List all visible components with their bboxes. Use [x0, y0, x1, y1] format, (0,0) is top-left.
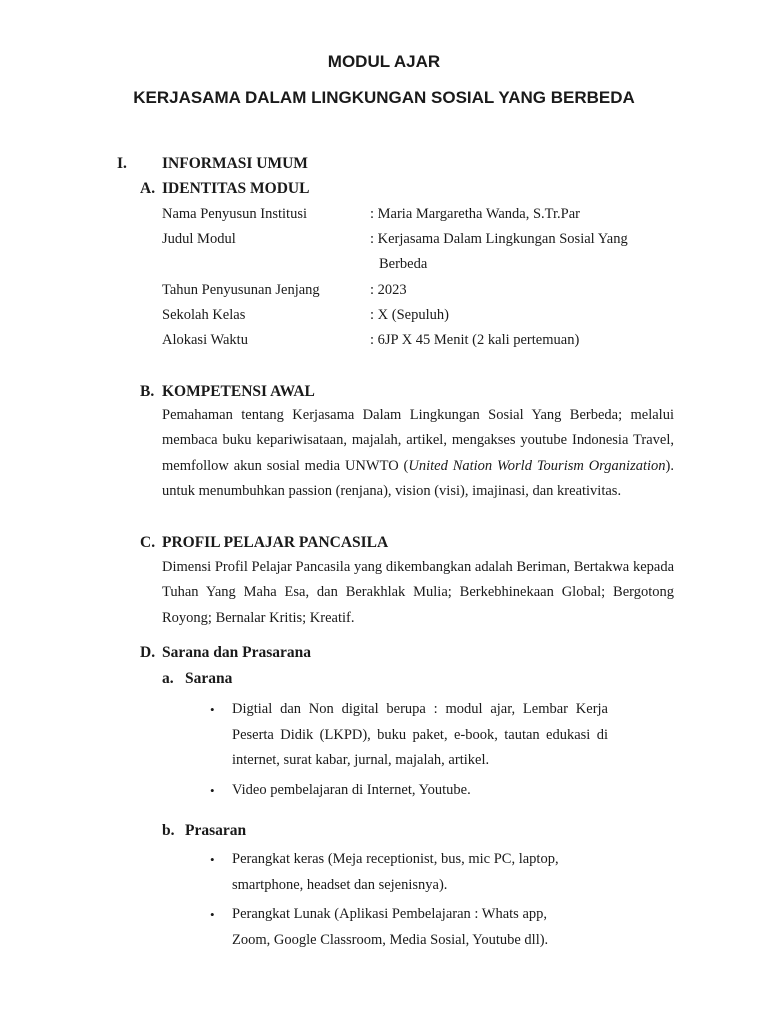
list-item: • Video pembelajaran di Internet, Youtube. — [232, 778, 608, 804]
identity-value: : 2023 — [370, 282, 407, 298]
bullet-icon: • — [210, 782, 215, 798]
subsection-heading-sarana-prasarana: Sarana dan Prasarana — [162, 644, 311, 661]
subsection-letter-a: A. — [140, 180, 156, 197]
sarana-list — [210, 697, 608, 803]
prasarana-list — [210, 847, 584, 953]
bullet-icon: • — [210, 907, 215, 922]
identity-label: Alokasi Waktu — [162, 332, 248, 348]
subsection-letter-b: B. — [140, 383, 155, 400]
subsection-heading-identitas-modul: IDENTITAS MODUL — [162, 180, 310, 197]
identity-label: Judul Modul — [162, 231, 236, 247]
subsection-heading-profil-pelajar: PROFIL PELAJAR PANCASILA — [162, 534, 389, 551]
document-subtitle: KERJASAMA DALAM LINGKUNGAN SOSIAL YANG BERBEDA — [133, 88, 635, 107]
section-number: I. — [117, 155, 127, 172]
kompetensi-awal-paragraph: Pemahaman tentang Kerjasama Dalam Lingkungan Sosial Yang Berbeda; melalui membaca buku kepariwisataan, majalah, artikel, mengakses youtube Indonesia Travel, memfollow akun sosial media UNWTO (United Nation World Tourism Organization). untuk menumbuhkan passion (renjana), vision (visi), imajinasi, dan kreativitas. — [162, 407, 674, 499]
identity-label: Nama Penyusun Institusi — [162, 206, 307, 222]
sublist-letter-b: b. — [162, 822, 175, 839]
sublist-letter-a: a. — [162, 670, 174, 687]
identity-value: : Kerjasama Dalam Lingkungan Sosial Yang — [370, 231, 628, 247]
subsection-letter-c: C. — [140, 534, 156, 551]
subsection-letter-d: D. — [140, 644, 156, 661]
identity-label: Sekolah Kelas — [162, 307, 246, 323]
sublist-heading-prasarana: Prasaran — [185, 822, 247, 839]
section-heading-informasi-umum: INFORMASI UMUM — [162, 155, 308, 172]
bullet-icon: • — [210, 702, 215, 717]
list-item: • Perangkat keras (Meja receptionist, bus, mic PC, laptop, smartphone, headset dan sejenisnya). — [232, 847, 584, 898]
profil-pelajar-paragraph: Dimensi Profil Pelajar Pancasila yang dikembangkan adalah Beriman, Bertakwa kepada Tuhan Yang Maha Esa, dan Berakhlak Mulia; Berkebhinekaan Global; Bergotong Royong; Bernalar Kritis; Kreatif. — [162, 559, 674, 626]
identity-value: : X (Sepuluh) — [370, 307, 449, 323]
identity-value: : Maria Margaretha Wanda, S.Tr.Par — [370, 206, 580, 222]
list-item: • Perangkat Lunak (Aplikasi Pembelajaran : Whats app, Zoom, Google Classroom, Media Sosial, Youtube dll). — [232, 902, 584, 953]
identity-value-continued: Berbeda — [379, 256, 428, 272]
identity-value: : 6JP X 45 Menit (2 kali pertemuan) — [370, 332, 580, 348]
list-item: • Digtial dan Non digital berupa : modul ajar, Lembar Kerja Peserta Didik (LKPD), buku paket, e-book, tautan edukasi di internet, surat kabar, jurnal, majalah, artikel. — [232, 697, 608, 774]
subsection-heading-kompetensi-awal: KOMPETENSI AWAL — [162, 383, 315, 400]
identity-label: Tahun Penyusunan Jenjang — [162, 282, 320, 298]
bullet-icon: • — [210, 852, 215, 867]
document-title: MODUL AJAR — [327, 52, 441, 71]
sublist-heading-sarana: Sarana — [185, 670, 233, 687]
